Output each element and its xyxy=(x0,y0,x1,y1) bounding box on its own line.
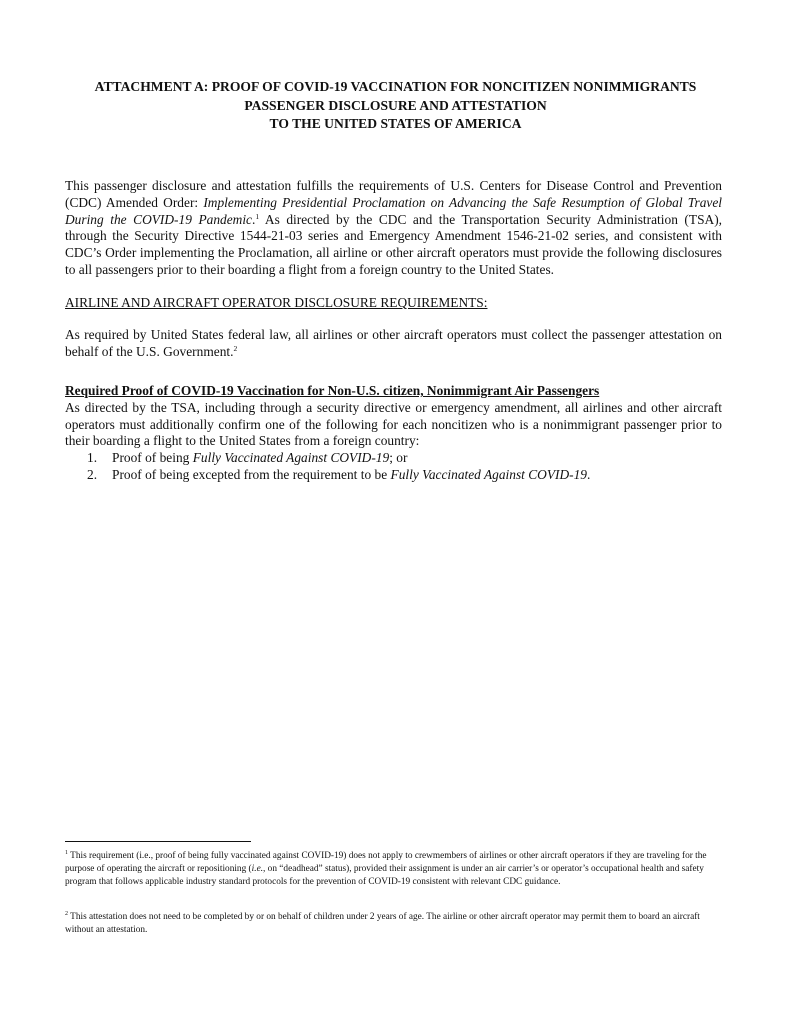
intro-paragraph xyxy=(65,178,722,279)
footnote-ref-2: 2 xyxy=(233,343,238,353)
requirement-text: As required by United States federal law, all airlines or other aircraft operators must collect the passenger attestation on behalf of the U.S. Government. xyxy=(65,327,722,359)
intro-text-part1: This passenger disclosure and attestation fulfills the requirements of U.S. Centers for Disease Control and Prevention (CDC) Amended Order: xyxy=(65,178,722,210)
footnote-marker: 1 xyxy=(65,850,68,856)
list-item-emphasis: Fully Vaccinated Against COVID-19 xyxy=(192,450,390,466)
list-item-emphasis: Fully Vaccinated Against COVID-19 xyxy=(390,466,587,482)
footnote-text: This attestation does not need to be completed by or on behalf of children under 2 years of age. The airline or other aircraft operator may permit them to board an aircraft without an attestation. xyxy=(65,912,700,935)
footnote-1 xyxy=(65,850,722,889)
order-title: Implementing Presidential Proclamation on Advancing the Safe Resumption of Global Travel During the COVID-19 Pandemic xyxy=(65,194,722,227)
footnote-emphasis: i.e., xyxy=(251,863,266,874)
disclosure-heading: AIRLINE AND AIRCRAFT OPERATOR DISCLOSURE REQUIREMENTS: xyxy=(65,295,488,310)
list-item-suffix: ; or xyxy=(389,450,408,466)
list-item-suffix: . xyxy=(587,466,591,482)
list-item-prefix: Proof of being xyxy=(112,450,193,466)
title-line-2: PASSENGER DISCLOSURE AND ATTESTATION xyxy=(244,97,547,113)
vaccination-section xyxy=(65,383,722,484)
footnote-divider xyxy=(65,841,251,842)
footnote-2 xyxy=(65,911,722,937)
document-title xyxy=(60,78,731,134)
section-heading: Required Proof of COVID-19 Vaccination for Non-U.S. citizen, Nonimmigrant Air Passengers xyxy=(65,383,600,398)
intro-text-part2: As directed by the CDC and the Transportation Security Administration (TSA), through the Security Directive 1544-21-03 series and Emergency Amendment 1546-21-02 series, and consistent with CDC’s Order implementing the Proclamation, all airline or other aircraft operators must provide the following disclosures to all passengers prior to their boarding a flight from a foreign country to the United States. xyxy=(65,211,722,277)
footnote-ref-1: 1 xyxy=(255,211,260,221)
requirements-list xyxy=(65,450,722,484)
footnote-text-part1: This requirement (i.e., proof of being fully vaccinated against COVID-19) does not apply to crewmembers of airlines or other aircraft operators if they are traveling for the purpose of operating the aircraft or repositioning ( xyxy=(65,851,707,874)
footnote-marker: 2 xyxy=(65,911,68,917)
section-paragraph: As directed by the TSA, including through a security directive or emergency amendment, all airlines and other aircraft operators must additionally confirm one of the following for each noncitizen who is a nonimmigrant passenger prior to their boarding a flight to the United States from a foreign country: xyxy=(65,399,722,449)
requirement-paragraph xyxy=(65,327,722,361)
title-line-1: ATTACHMENT A: PROOF OF COVID-19 VACCINATION FOR NONCITIZEN NONIMMIGRANTS xyxy=(94,79,697,94)
list-item xyxy=(65,467,722,484)
intro-period: . xyxy=(252,211,256,227)
footnote-text-part2: on “deadhead” status), provided their assignment is under an air carrier’s or operator’s occupational health and safety program that follows applicable industry standard protocols for the prevention of COVID-19 consistent with relevant CDC guidance. xyxy=(65,863,704,887)
list-item-prefix: Proof of being excepted from the requirement to be xyxy=(112,466,391,482)
list-item xyxy=(65,450,722,467)
list-number: 2. xyxy=(87,466,98,482)
title-line-3: TO THE UNITED STATES OF AMERICA xyxy=(269,116,522,131)
list-number: 1. xyxy=(87,450,98,466)
